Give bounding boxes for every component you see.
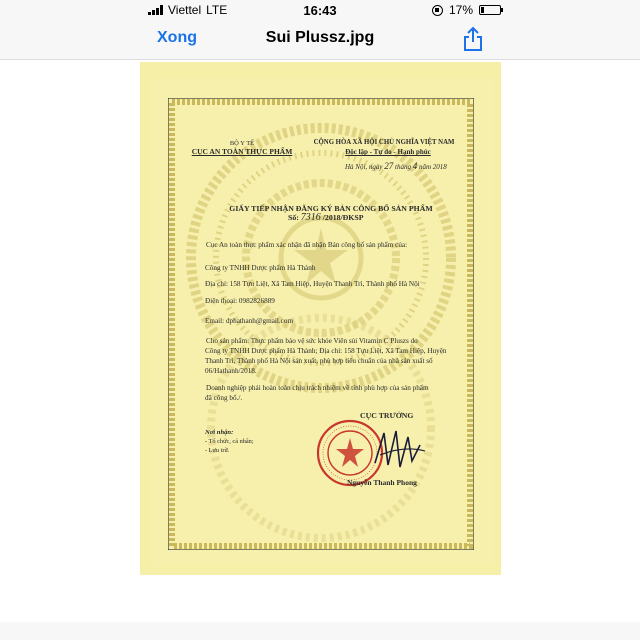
intro-text: Cục An toàn thực phẩm xác nhận đã nhận Bản công bố sản phẩm của: xyxy=(206,241,408,249)
product-line-1: Cho sản phẩm: Thực phẩm bảo vệ sức khỏe Viên sủi Vitamin C Pluszs do xyxy=(206,337,418,345)
status-right xyxy=(432,3,501,17)
battery-fill xyxy=(481,7,484,13)
page-title: Sui Plussz.jpg xyxy=(265,29,375,46)
date-month: 4 xyxy=(412,161,418,171)
document-title: GIẤY TIẾP NHẬN ĐĂNG KÝ BẢN CÔNG BỐ SẢN PHẨM xyxy=(229,204,433,213)
product-line-3: Thanh Trì, Thành phố Hà Nội sản xuất, phù hợp tiêu chuẩn của nhà sản xuất số xyxy=(205,357,433,365)
status-bar xyxy=(0,0,640,20)
carrier-label: Viettel xyxy=(168,3,202,17)
battery-percent: 17% xyxy=(449,3,474,17)
orientation-lock-icon xyxy=(432,5,443,16)
bottom-bar xyxy=(0,622,640,640)
motto: Độc lập - Tự do - Hạnh phúc xyxy=(345,148,431,156)
company-email: Email: dphathanh@gmail.com xyxy=(205,317,294,325)
responsibility-line-1: Doanh nghiệp phải hoàn toàn chịu trách nhiệm về tính phù hợp của sản phẩm xyxy=(206,384,429,392)
recipient-1: - Tổ chức, cá nhân; xyxy=(205,438,254,445)
share-icon[interactable] xyxy=(462,26,484,52)
company-address: Địa chỉ: 158 Tựu Liệt, Xã Tam Hiệp, Huyện Thanh Trì, Thành phố Hà Nội xyxy=(205,280,420,288)
agency-top: BỘ Y TẾ xyxy=(229,140,255,147)
date-month-label: tháng xyxy=(395,163,411,171)
issue-date xyxy=(345,160,447,173)
date-day: 27 xyxy=(384,161,394,171)
number-prefix: Số: xyxy=(288,213,299,222)
status-time: 16:43 xyxy=(303,3,337,18)
battery-icon xyxy=(479,5,501,15)
date-year: năm 2018 xyxy=(418,163,447,171)
product-line-2: Công ty TNHH Dược phẩm Hà Thành; Địa chỉ: 158 Tựu Liệt, Xã Tam Hiệp, Huyện xyxy=(205,347,447,355)
number-value: 7316 xyxy=(300,212,321,223)
recipient-2: - Lưu trữ. xyxy=(205,447,230,454)
document-number xyxy=(288,211,363,226)
date-prefix: Hà Nội, ngày xyxy=(345,163,383,171)
nav-bar xyxy=(0,20,640,60)
signer-name: Nguyễn Thanh Phong xyxy=(347,478,417,487)
agency-name: CỤC AN TOÀN THỰC PHẨM xyxy=(191,147,293,156)
number-suffix: /2018/ĐKSP xyxy=(322,213,364,222)
signature xyxy=(370,425,430,475)
done-button[interactable]: Xong xyxy=(157,29,197,46)
product-line-4: 06/Hathanh/2018. xyxy=(205,367,257,375)
recipients-label: Nơi nhận: xyxy=(205,429,234,436)
company-name: Công ty TNHH Dược phẩm Hà Thành xyxy=(205,264,316,272)
republic-title: CỘNG HÒA XÃ HỘI CHỦ NGHĨA VIỆT NAM xyxy=(313,139,455,146)
network-label: LTE xyxy=(206,3,228,17)
responsibility-line-2: đã công bố./. xyxy=(205,394,243,402)
signer-title: CỤC TRƯỞNG xyxy=(360,411,414,420)
company-phone: Điện thoại: 0982826889 xyxy=(205,297,275,305)
